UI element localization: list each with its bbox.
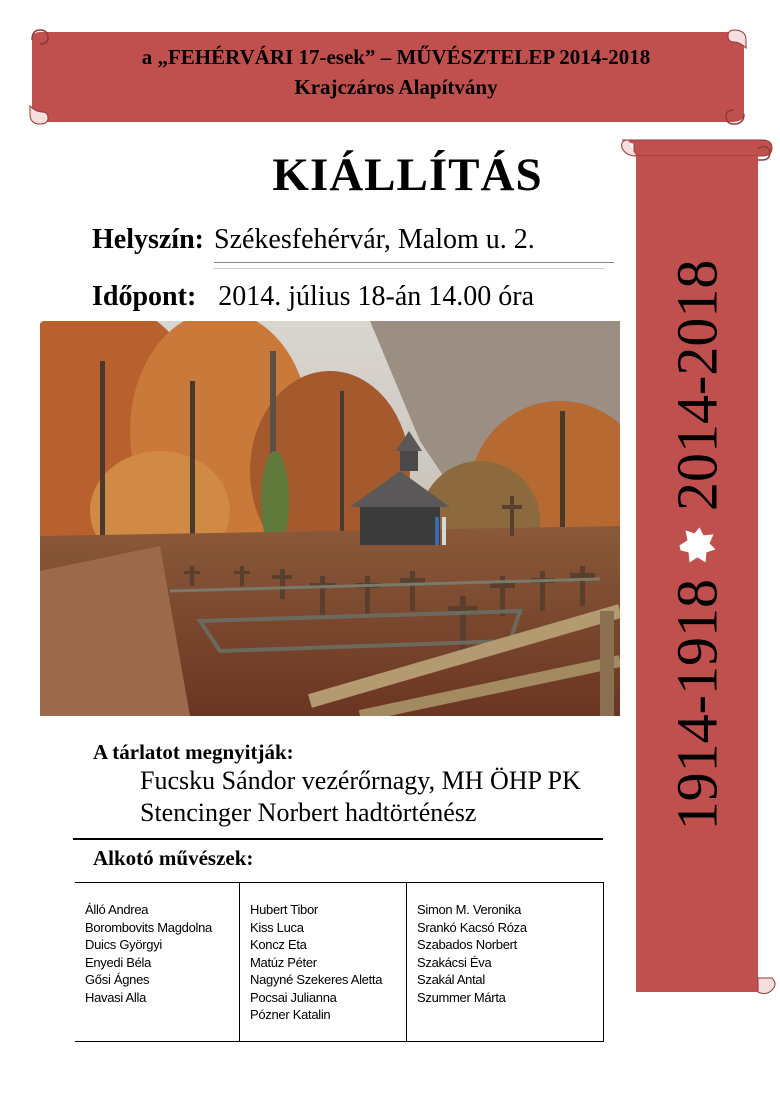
artist-name: Szakál Antal — [417, 972, 485, 987]
artist-name: Pózner Katalin — [250, 1007, 331, 1022]
banner-title: a „FEHÉRVÁRI 17-esek” – MŰVÉSZTELEP 2014-2018 — [141, 45, 651, 69]
artist-name: Szabados Norbert — [417, 937, 517, 952]
artist-name: Matúz Péter — [250, 954, 317, 970]
column-divider — [239, 883, 240, 1041]
location-value: Székesfehérvár, Malom u. 2. — [214, 224, 535, 255]
section-divider — [73, 838, 603, 840]
artist-name: Álló Andrea — [85, 902, 149, 917]
artist-name: Koncz Eta — [250, 937, 307, 952]
artist-name: Hubert Tibor — [250, 902, 318, 917]
artist-name: Pocsai Julianna — [250, 989, 337, 1005]
artist-name: Duics Györgyi — [85, 937, 163, 952]
artist-name: Kiss Luca — [250, 919, 304, 935]
artists-column-3 — [417, 901, 527, 1006]
location-underline — [214, 262, 614, 263]
artist-name: Szakácsi Éva — [417, 954, 492, 970]
artist-name: Havasi Alla — [85, 989, 147, 1005]
location-label: Helyszín: — [92, 224, 204, 255]
location-row — [92, 224, 535, 256]
date-value: 2014. július 18-án 14.00 óra — [218, 281, 535, 312]
banner-subtitle: Krajczáros Alapítvány — [294, 75, 498, 99]
date-row — [92, 281, 534, 313]
artist-name: Srankó Kacsó Róza — [417, 919, 527, 935]
openers-heading: A tárlatot megnyitják: — [93, 740, 294, 764]
artist-name: Simon M. Veronika — [417, 902, 522, 917]
artists-table — [75, 882, 604, 1042]
date-label: Időpont: — [92, 281, 197, 312]
location-underline-shadow — [214, 268, 604, 269]
artist-name: Szummer Márta — [417, 989, 506, 1005]
artists-column-2 — [250, 901, 382, 1024]
years-present: 2014-2018 — [664, 259, 730, 511]
page-title: KIÁLLÍTÁS — [272, 149, 543, 201]
column-divider — [406, 883, 407, 1041]
opener-1: Fucsku Sándor vezérőrnagy, MH ÖHP PK — [140, 766, 581, 795]
artist-name: Gősi Ágnes — [85, 972, 150, 987]
artist-name: Enyedi Béla — [85, 954, 152, 970]
artist-name: Nagyné Szekeres Aletta — [250, 972, 383, 987]
artist-name: Borombovits Magdolna — [85, 919, 212, 935]
cemetery-photo — [40, 321, 620, 716]
years-historic: 1914-1918 — [664, 579, 730, 831]
artists-column-1 — [85, 901, 212, 1006]
artists-heading: Alkotó művészek: — [93, 846, 254, 870]
top-banner — [28, 28, 750, 126]
star-icon — [677, 525, 717, 565]
opener-2: Stencinger Norbert hadtörténész — [140, 798, 477, 827]
